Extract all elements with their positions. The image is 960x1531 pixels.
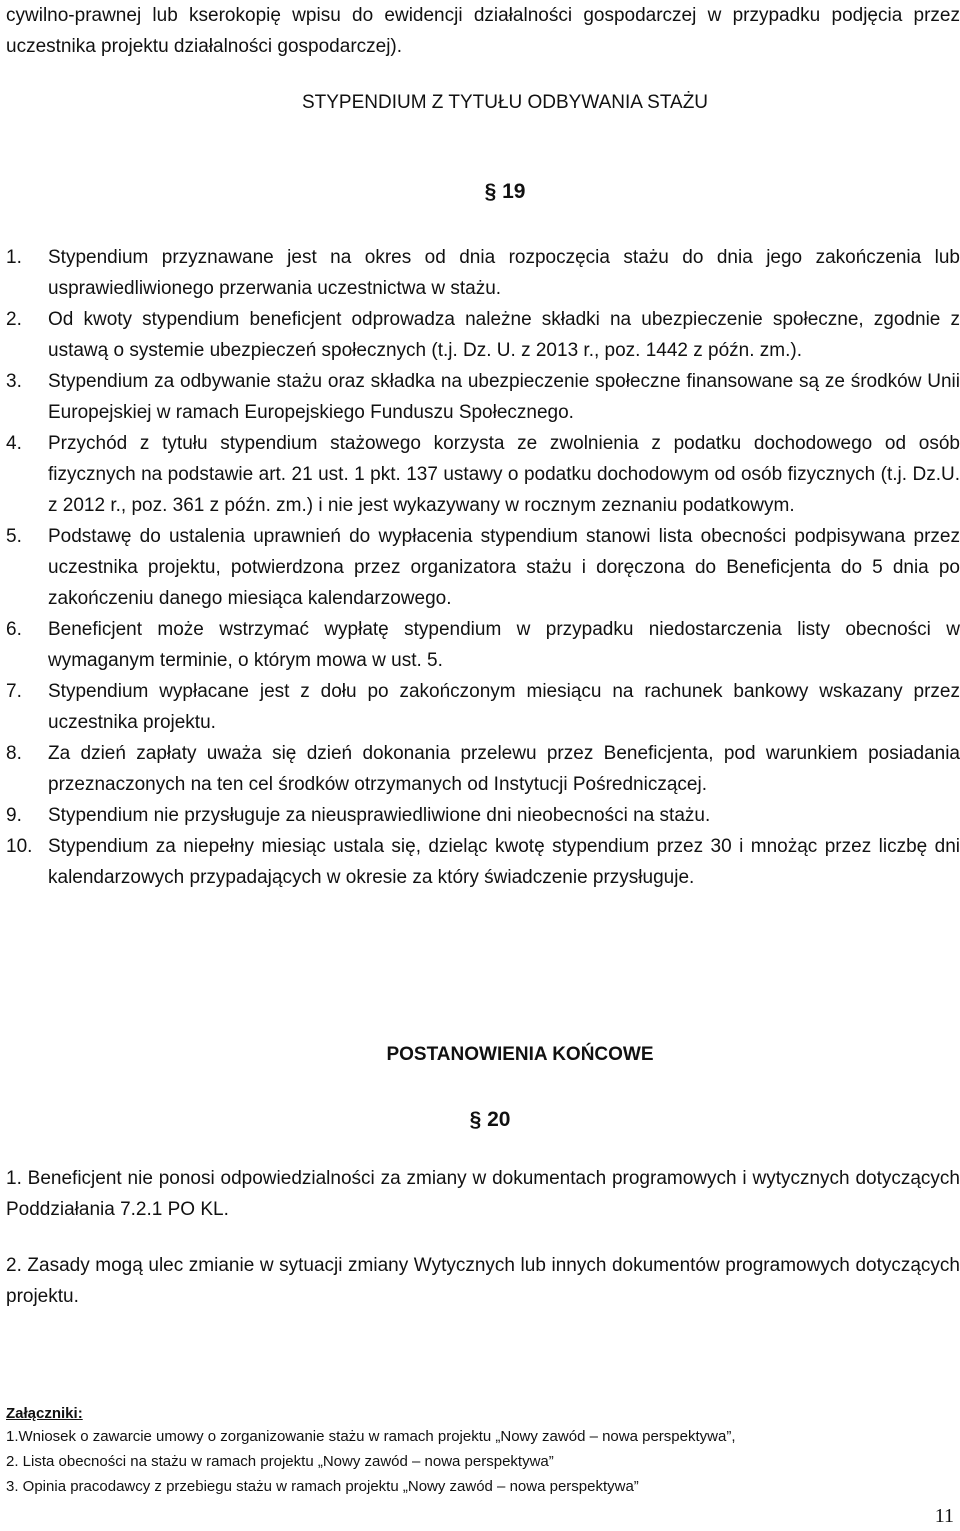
item-text: Stypendium za niepełny miesiąc ustala się, dzieląc kwotę stypendium przez 30 i mnożąc przez liczbę dni kalendarzowych przypadających w okresie za który świadczenie przysługuje. [48,836,960,888]
list-item [0,614,960,676]
item-number: 1. [6,247,22,268]
item-number: 5. [6,526,22,547]
paragraph-number-19: § 19 [484,180,526,203]
item-text: Beneficjent może wstrzymać wypłatę stypendium w przypadku niedostarczenia listy obecności w wymaganym terminie, o którym mowa w ust. 5. [48,619,960,671]
final-provision-1: 1. Beneficjent nie ponosi odpowiedzialności za zmiany w dokumentach programowych i wytycznych dotyczących Poddziałania 7.2.1 PO KL. [6,1168,960,1220]
page-number: 11 [934,1505,954,1527]
item-number: 10. [6,836,33,857]
attachment-item: 1.Wniosek o zawarcie umowy o zorganizowanie stażu w ramach projektu „Nowy zawód – nowa perspektywa”, [6,1428,736,1445]
item-number: 7. [6,681,22,702]
list-item [0,521,960,614]
final-provision-2: 2. Zasady mogą ulec zmianie w sytuacji zmiany Wytycznych lub innych dokumentów programowych dotyczących projektu. [6,1255,960,1307]
item-number: 4. [6,433,22,454]
paragraph-number-20: § 20 [469,1108,511,1131]
item-number: 8. [6,743,22,764]
list-item [0,800,960,831]
attachment-item: 2. Lista obecności na stażu w ramach projektu „Nowy zawód – nowa perspektywa” [6,1453,554,1470]
intro-paragraph: cywilno-prawnej lub kserokopię wpisu do ewidencji działalności gospodarczej w przypadku podjęcia przez uczestnika projektu działalności gospodarczej). [6,5,960,57]
item-text: Za dzień zapłaty uważa się dzień dokonania przelewu przez Beneficjenta, pod warunkiem posiadania przeznaczonych na ten cel środków otrzymanych od Instytucji Pośredniczącej. [48,743,960,795]
attachment-item: 3. Opinia pracodawcy z przebiegu stażu w ramach projektu „Nowy zawód – nowa perspektywa” [6,1478,639,1495]
item-text: Stypendium za odbywanie stażu oraz składka na ubezpieczenie społeczne finansowane są ze środków Unii Europejskiej w ramach Europejskiego Funduszu Społecznego. [48,371,960,423]
section-heading-stypendium: STYPENDIUM Z TYTUŁU ODBYWANIA STAŻU [301,92,709,113]
section-heading-postanowienia: POSTANOWIENIA KOŃCOWE [386,1044,654,1065]
item-text: Stypendium wypłacane jest z dołu po zakończonym miesiącu na rachunek bankowy wskazany przez uczestnika projektu. [48,681,960,733]
item-number: 9. [6,805,22,826]
item-text: Od kwoty stypendium beneficjent odprowadza należne składki na ubezpieczenie społeczne, zgodnie z ustawą o systemie ubezpieczeń społecznych (t.j. Dz. U. z 2013 r., poz. 1442 z późn. zm.). [48,309,960,361]
list-item [0,304,960,366]
item-number: 6. [6,619,22,640]
list-item [0,738,960,800]
item-text: Podstawę do ustalenia uprawnień do wypłacenia stypendium stanowi lista obecności podpisywana przez uczestnika projektu, potwierdzona przez organizatora stażu i doręczona do Beneficjenta do 5 dnia po zakończeniu danego miesiąca kalendarzowego. [48,526,960,609]
list-item [0,242,960,304]
attachments-title: Załączniki: [6,1405,83,1422]
item-text: Stypendium nie przysługuje za nieusprawiedliwione dni nieobecności na stażu. [48,805,711,826]
stypendium-list [0,242,960,893]
list-item [0,676,960,738]
item-text: Przychód z tytułu stypendium stażowego korzysta ze zwolnienia z podatku dochodowego od osób fizycznych na podstawie art. 21 ust. 1 pkt. 137 ustawy o podatku dochodowym od osób fizycznych (t.j. Dz.U. z 2012 r., poz. 361 z późn. zm.) i nie jest wykazywany w rocznym zeznaniu podatkowym. [48,433,960,516]
item-text: Stypendium przyznawane jest na okres od dnia rozpoczęcia stażu do dnia jego zakończenia lub usprawiedliwionego przerwania uczestnictwa w stażu. [48,247,960,299]
list-item [0,831,960,893]
item-number: 3. [6,371,22,392]
list-item [0,366,960,428]
list-item [0,428,960,521]
item-number: 2. [6,309,22,330]
